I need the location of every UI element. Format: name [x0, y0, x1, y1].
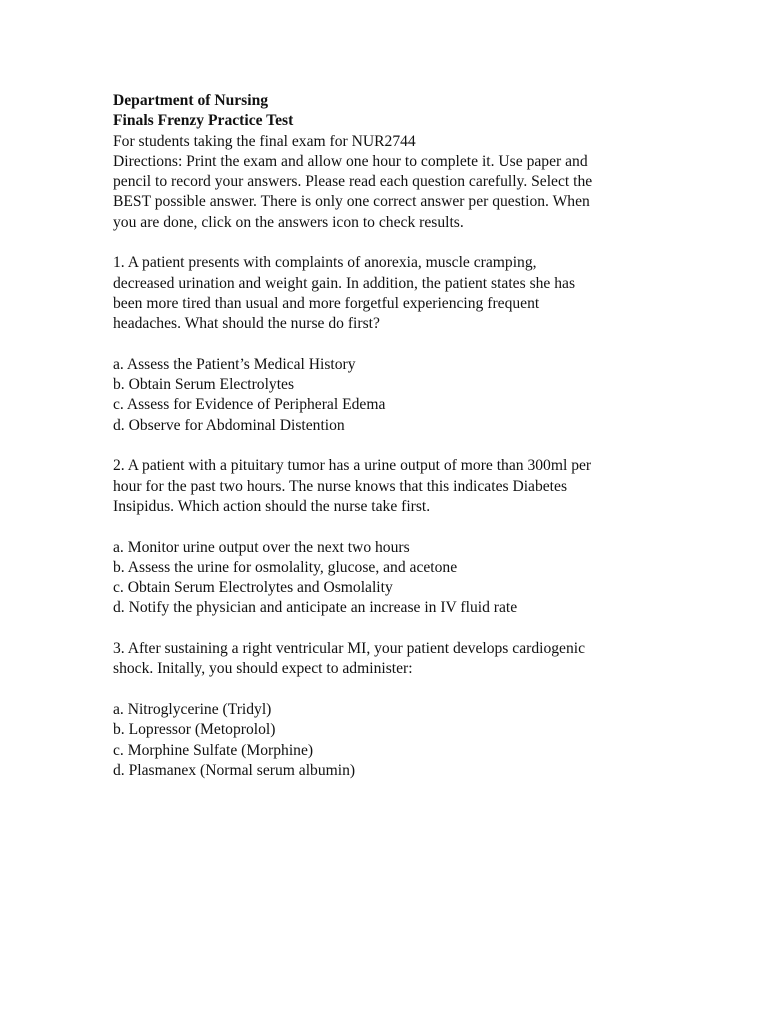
answer-option-c: c. Assess for Evidence of Peripheral Edema: [113, 396, 386, 414]
answer-option-a: a. Monitor urine output over the next two hours: [113, 538, 410, 556]
answer-option-d: d. Observe for Abdominal Distention: [113, 416, 345, 434]
question-2: [113, 456, 673, 618]
course-subtitle: For students taking the final exam for NUR2744: [113, 132, 416, 150]
question-3: [113, 639, 673, 781]
directions-line: pencil to record your answers. Please read each question carefully. Select the: [113, 173, 593, 191]
directions-line: BEST possible answer. There is only one correct answer per question. When: [113, 193, 590, 211]
exam-page: [113, 91, 673, 781]
question-stem-line: been more tired than usual and more forgetful experiencing frequent: [113, 294, 540, 312]
directions-line: Directions: Print the exam and allow one hour to complete it. Use paper and: [113, 152, 588, 170]
question-stem-line: Insipidus. Which action should the nurse take first.: [113, 497, 431, 515]
spacer: [113, 233, 673, 253]
spacer: [113, 680, 673, 700]
answer-option-b: b. Obtain Serum Electrolytes: [113, 376, 295, 394]
answer-option-a: a. Assess the Patient’s Medical History: [113, 355, 356, 373]
question-stem-line: hour for the past two hours. The nurse knows that this indicates Diabetes: [113, 477, 568, 495]
answer-options: [113, 538, 673, 619]
question-stem-line: headaches. What should the nurse do first?: [113, 315, 380, 333]
question-stem-line: 3. After sustaining a right ventricular MI, your patient develops cardiogenic: [113, 640, 586, 658]
spacer: [113, 335, 673, 355]
answer-option-c: c. Obtain Serum Electrolytes and Osmolality: [113, 579, 393, 597]
question-stem-line: shock. Initally, you should expect to administer:: [113, 660, 413, 678]
answer-option-d: d. Plasmanex (Normal serum albumin): [113, 761, 356, 779]
spacer: [113, 619, 673, 639]
spacer: [113, 517, 673, 537]
spacer: [113, 436, 673, 456]
answer-option-a: a. Nitroglycerine (Tridyl): [113, 700, 272, 718]
question-stem-line: decreased urination and weight gain. In addition, the patient states she has: [113, 274, 576, 292]
answer-options: [113, 355, 673, 436]
test-title: Finals Frenzy Practice Test: [113, 112, 294, 130]
department-heading: Department of Nursing: [113, 92, 269, 109]
answer-option-b: b. Assess the urine for osmolality, glucose, and acetone: [113, 558, 458, 576]
question-1: [113, 253, 673, 436]
answer-option-d: d. Notify the physician and anticipate an increase in IV fluid rate: [113, 599, 518, 617]
directions-paragraph: [113, 152, 673, 233]
answer-option-b: b. Lopressor (Metoprolol): [113, 721, 276, 739]
answer-options: [113, 700, 673, 781]
question-stem-line: 2. A patient with a pituitary tumor has a urine output of more than 300ml per: [113, 457, 592, 475]
answer-option-c: c. Morphine Sulfate (Morphine): [113, 741, 314, 759]
directions-line: you are done, click on the answers icon to check results.: [113, 213, 464, 231]
question-stem-line: 1. A patient presents with complaints of anorexia, muscle cramping,: [113, 254, 537, 272]
